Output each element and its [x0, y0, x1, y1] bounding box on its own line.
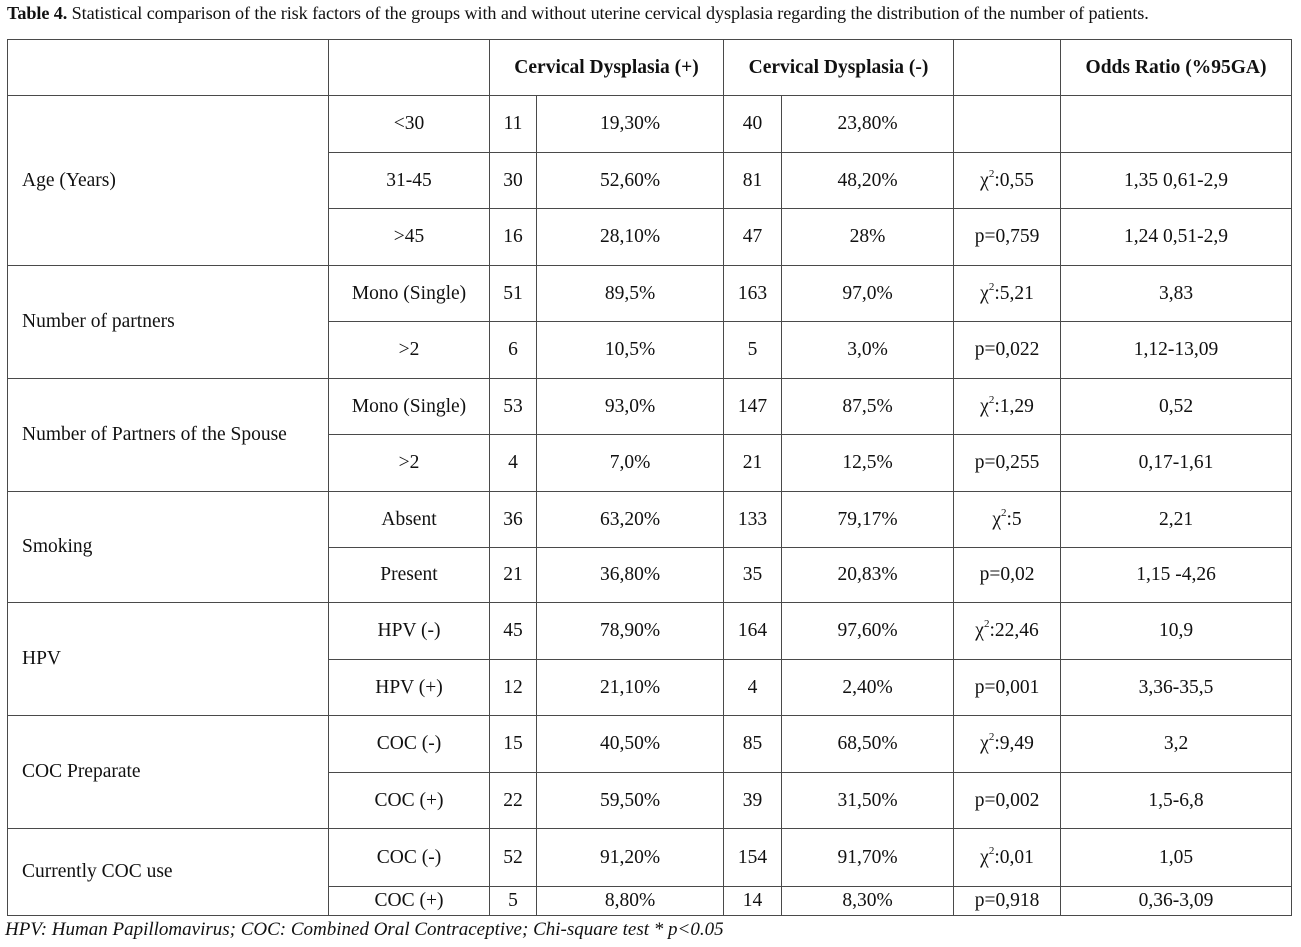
- dysplasia-negative-percent: 97,60%: [782, 603, 954, 660]
- statistic-cell: p=0,255: [954, 435, 1061, 492]
- dysplasia-positive-count: 22: [490, 773, 537, 829]
- statistic-cell: p=0,001: [954, 660, 1061, 716]
- dysplasia-negative-count: 154: [724, 829, 782, 887]
- dysplasia-negative-percent: 12,5%: [782, 435, 954, 492]
- category-cell: COC (+): [329, 887, 490, 916]
- dysplasia-negative-percent: 79,17%: [782, 492, 954, 548]
- table-caption: [7, 3, 1149, 24]
- dysplasia-positive-count: 5: [490, 887, 537, 916]
- category-cell: >45: [329, 209, 490, 266]
- category-cell: COC (-): [329, 716, 490, 773]
- dysplasia-positive-percent: 28,10%: [537, 209, 724, 266]
- statistic-cell: $\chi^2:0,55$: [954, 153, 1061, 209]
- dysplasia-positive-count: 36: [490, 492, 537, 548]
- risk-factor-name: COC Preparate: [8, 716, 329, 829]
- dysplasia-positive-count: 15: [490, 716, 537, 773]
- statistic-cell: p=0,002: [954, 773, 1061, 829]
- dysplasia-positive-percent: 10,5%: [537, 322, 724, 379]
- statistic-cell: $\chi^2:5$: [954, 492, 1061, 548]
- odds-ratio-cell: 1,12-13,09: [1061, 322, 1292, 379]
- dysplasia-positive-percent: 78,90%: [537, 603, 724, 660]
- header-statistic: [954, 40, 1061, 96]
- dysplasia-negative-count: 133: [724, 492, 782, 548]
- dysplasia-negative-percent: 3,0%: [782, 322, 954, 379]
- dysplasia-negative-percent: 87,5%: [782, 379, 954, 435]
- dysplasia-negative-count: 47: [724, 209, 782, 266]
- dysplasia-positive-count: 21: [490, 548, 537, 603]
- statistic-cell: $\chi^2:5,21$: [954, 266, 1061, 322]
- statistic-cell: p=0,918: [954, 887, 1061, 916]
- odds-ratio-cell: 1,05: [1061, 829, 1292, 887]
- statistic-cell: $\chi^2:0,01$: [954, 829, 1061, 887]
- odds-ratio-cell: 3,83: [1061, 266, 1292, 322]
- dysplasia-negative-percent: 97,0%: [782, 266, 954, 322]
- dysplasia-positive-percent: 63,20%: [537, 492, 724, 548]
- dysplasia-positive-percent: 89,5%: [537, 266, 724, 322]
- dysplasia-negative-count: 5: [724, 322, 782, 379]
- statistic-cell: p=0,759: [954, 209, 1061, 266]
- table-row: [8, 266, 1292, 322]
- dysplasia-positive-count: 12: [490, 660, 537, 716]
- table-row: [8, 492, 1292, 548]
- odds-ratio-cell: 0,17-1,61: [1061, 435, 1292, 492]
- dysplasia-negative-count: 164: [724, 603, 782, 660]
- dysplasia-positive-percent: 7,0%: [537, 435, 724, 492]
- table-footnote: HPV: Human Papillomavirus; COC: Combined Oral Contraceptive; Chi-square test * p<0.05: [5, 919, 724, 940]
- dysplasia-positive-count: 6: [490, 322, 537, 379]
- dysplasia-negative-count: 4: [724, 660, 782, 716]
- dysplasia-negative-percent: 20,83%: [782, 548, 954, 603]
- dysplasia-positive-percent: 59,50%: [537, 773, 724, 829]
- header-cervical-dysplasia-negative: Cervical Dysplasia (-): [724, 40, 954, 96]
- header-cervical-dysplasia-positive: Cervical Dysplasia (+): [490, 40, 724, 96]
- dysplasia-negative-percent: 2,40%: [782, 660, 954, 716]
- header-category: [329, 40, 490, 96]
- category-cell: <30: [329, 96, 490, 153]
- dysplasia-negative-percent: 23,80%: [782, 96, 954, 153]
- dysplasia-negative-percent: 91,70%: [782, 829, 954, 887]
- risk-factor-name: Currently COC use: [8, 829, 329, 916]
- header-row: [8, 40, 1292, 96]
- risk-factor-name: Number of partners: [8, 266, 329, 379]
- table-row: [8, 716, 1292, 773]
- odds-ratio-cell: 1,35 0,61-2,9: [1061, 153, 1292, 209]
- odds-ratio-cell: 1,15 -4,26: [1061, 548, 1292, 603]
- odds-ratio-cell: [1061, 96, 1292, 153]
- dysplasia-positive-percent: 19,30%: [537, 96, 724, 153]
- table-row: [8, 379, 1292, 435]
- dysplasia-positive-percent: 21,10%: [537, 660, 724, 716]
- risk-factor-name: Age (Years): [8, 96, 329, 266]
- risk-factor-name: Number of Partners of the Spouse: [8, 379, 329, 492]
- dysplasia-positive-count: 16: [490, 209, 537, 266]
- dysplasia-negative-count: 40: [724, 96, 782, 153]
- dysplasia-negative-count: 163: [724, 266, 782, 322]
- odds-ratio-cell: 0,52: [1061, 379, 1292, 435]
- table-caption-label: Table 4.: [7, 3, 68, 23]
- category-cell: Mono (Single): [329, 379, 490, 435]
- dysplasia-positive-count: 52: [490, 829, 537, 887]
- table-row: [8, 829, 1292, 887]
- dysplasia-negative-count: 85: [724, 716, 782, 773]
- category-cell: 31-45: [329, 153, 490, 209]
- header-odds-ratio: Odds Ratio (%95GA): [1061, 40, 1292, 96]
- dysplasia-positive-count: 11: [490, 96, 537, 153]
- category-cell: COC (+): [329, 773, 490, 829]
- odds-ratio-cell: 0,36-3,09: [1061, 887, 1292, 916]
- category-cell: >2: [329, 322, 490, 379]
- table-row: [8, 96, 1292, 153]
- dysplasia-negative-count: 39: [724, 773, 782, 829]
- risk-factor-table: [7, 39, 1292, 916]
- category-cell: HPV (-): [329, 603, 490, 660]
- odds-ratio-cell: 10,9: [1061, 603, 1292, 660]
- dysplasia-positive-count: 53: [490, 379, 537, 435]
- category-cell: Mono (Single): [329, 266, 490, 322]
- statistic-cell: p=0,02: [954, 548, 1061, 603]
- dysplasia-positive-percent: 52,60%: [537, 153, 724, 209]
- odds-ratio-cell: 2,21: [1061, 492, 1292, 548]
- dysplasia-negative-percent: 68,50%: [782, 716, 954, 773]
- statistic-cell: $\chi^2:1,29$: [954, 379, 1061, 435]
- dysplasia-negative-count: 21: [724, 435, 782, 492]
- dysplasia-positive-count: 45: [490, 603, 537, 660]
- table-row: [8, 603, 1292, 660]
- category-cell: COC (-): [329, 829, 490, 887]
- statistic-cell: [954, 96, 1061, 153]
- risk-factor-name: Smoking: [8, 492, 329, 603]
- dysplasia-positive-percent: 8,80%: [537, 887, 724, 916]
- dysplasia-negative-count: 14: [724, 887, 782, 916]
- dysplasia-negative-percent: 31,50%: [782, 773, 954, 829]
- statistic-cell: $\chi^2:9,49$: [954, 716, 1061, 773]
- statistic-cell: p=0,022: [954, 322, 1061, 379]
- risk-factor-name: HPV: [8, 603, 329, 716]
- dysplasia-negative-count: 35: [724, 548, 782, 603]
- header-factor: [8, 40, 329, 96]
- category-cell: >2: [329, 435, 490, 492]
- dysplasia-negative-percent: 28%: [782, 209, 954, 266]
- dysplasia-positive-percent: 36,80%: [537, 548, 724, 603]
- dysplasia-negative-count: 147: [724, 379, 782, 435]
- dysplasia-positive-percent: 91,20%: [537, 829, 724, 887]
- dysplasia-positive-count: 30: [490, 153, 537, 209]
- odds-ratio-cell: 1,24 0,51-2,9: [1061, 209, 1292, 266]
- dysplasia-negative-percent: 48,20%: [782, 153, 954, 209]
- dysplasia-positive-percent: 40,50%: [537, 716, 724, 773]
- category-cell: Present: [329, 548, 490, 603]
- category-cell: Absent: [329, 492, 490, 548]
- dysplasia-negative-count: 81: [724, 153, 782, 209]
- table-caption-text: Statistical comparison of the risk factors of the groups with and without uterine cervical dysplasia regarding the distribution of the number of patients.: [67, 3, 1149, 23]
- dysplasia-negative-percent: 8,30%: [782, 887, 954, 916]
- category-cell: HPV (+): [329, 660, 490, 716]
- statistic-cell: $\chi^2:22,46$: [954, 603, 1061, 660]
- odds-ratio-cell: 3,36-35,5: [1061, 660, 1292, 716]
- dysplasia-positive-count: 4: [490, 435, 537, 492]
- dysplasia-positive-count: 51: [490, 266, 537, 322]
- dysplasia-positive-percent: 93,0%: [537, 379, 724, 435]
- odds-ratio-cell: 3,2: [1061, 716, 1292, 773]
- odds-ratio-cell: 1,5-6,8: [1061, 773, 1292, 829]
